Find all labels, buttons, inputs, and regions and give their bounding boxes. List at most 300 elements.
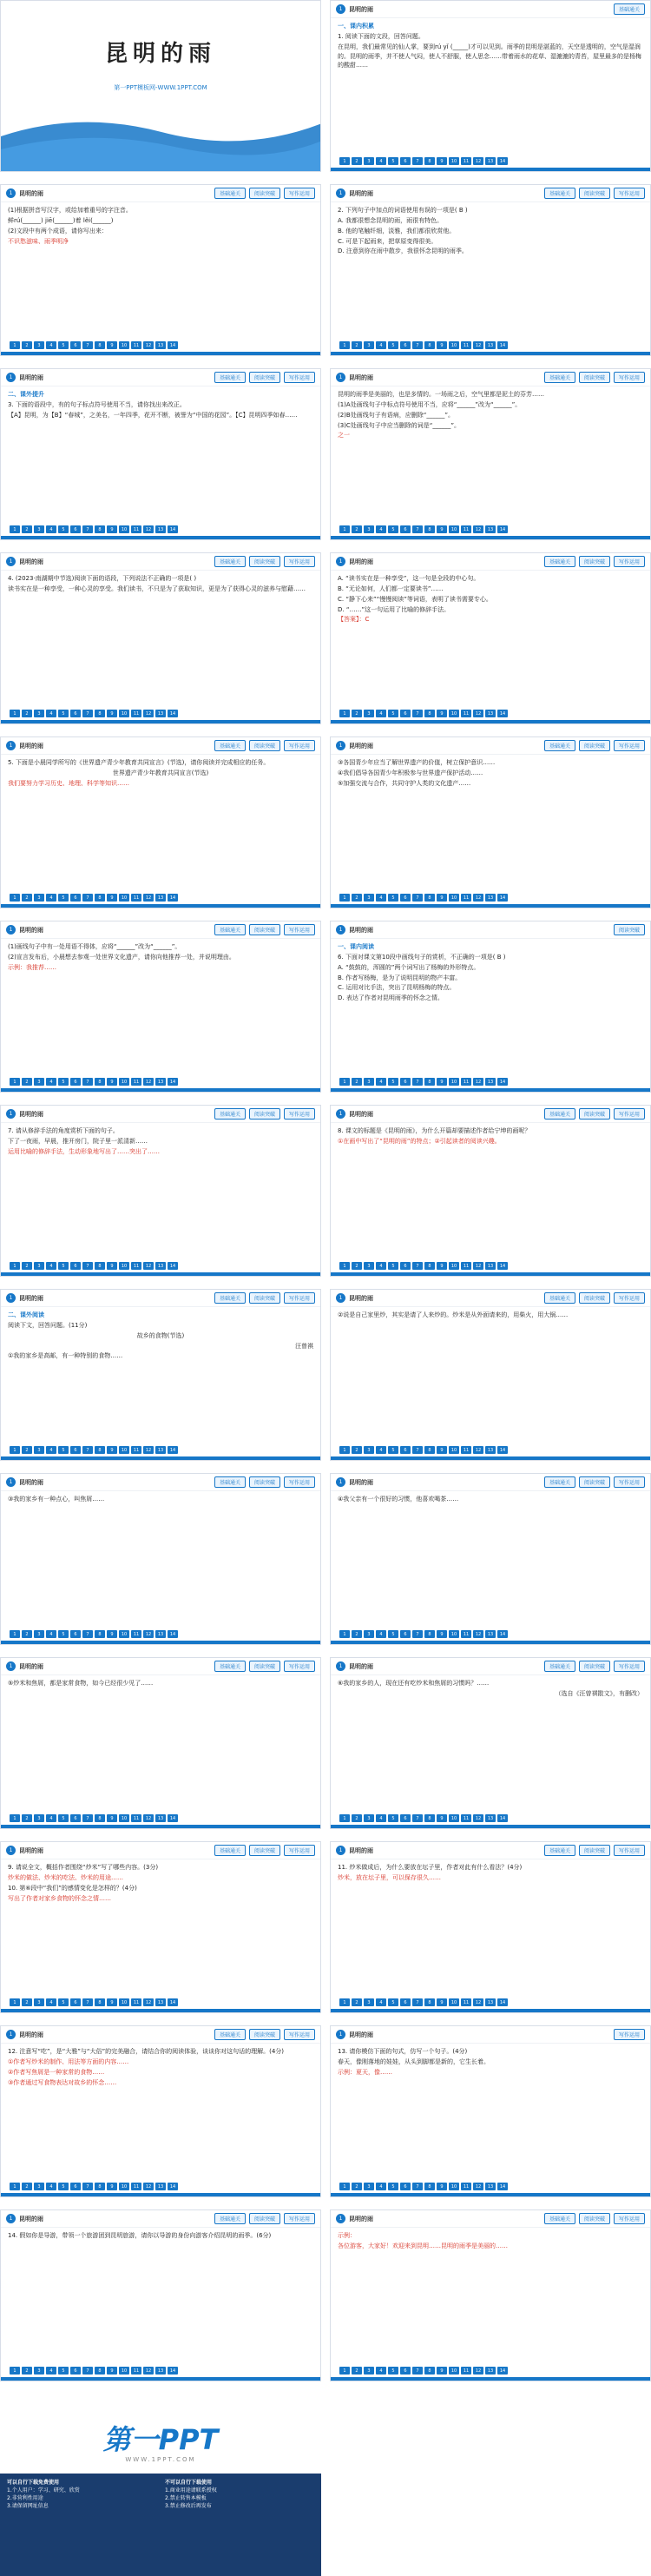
page-button[interactable]: 14 [497, 157, 508, 165]
page-button[interactable]: 6 [400, 2367, 411, 2375]
page-button[interactable]: 4 [46, 710, 56, 717]
tab-basic[interactable]: 基础通关 [214, 924, 246, 935]
page-button[interactable]: 11 [131, 710, 141, 717]
page-button[interactable]: 7 [412, 1262, 423, 1270]
page-button[interactable]: 3 [364, 710, 374, 717]
page-button[interactable]: 10 [449, 157, 459, 165]
page-button[interactable]: 2 [22, 1630, 32, 1638]
page-button[interactable]: 8 [95, 1630, 105, 1638]
page-button[interactable]: 12 [143, 1262, 154, 1270]
page-button[interactable]: 1 [10, 894, 20, 902]
page-button[interactable]: 14 [168, 2367, 178, 2375]
page-button[interactable]: 9 [107, 1630, 117, 1638]
page-button[interactable]: 11 [131, 525, 141, 533]
page-button[interactable]: 12 [143, 1998, 154, 2006]
page-button[interactable]: 6 [400, 1630, 411, 1638]
page-button[interactable]: 7 [412, 2183, 423, 2190]
page-button[interactable]: 13 [485, 894, 496, 902]
page-button[interactable]: 6 [70, 2183, 81, 2190]
page-button[interactable]: 10 [119, 1630, 129, 1638]
page-button[interactable]: 6 [70, 1998, 81, 2006]
page-button[interactable]: 5 [58, 341, 69, 349]
page-button[interactable]: 11 [461, 710, 471, 717]
page-button[interactable]: 1 [339, 1998, 350, 2006]
tab-writing[interactable]: 写作运用 [614, 2029, 645, 2040]
page-button[interactable]: 8 [95, 1998, 105, 2006]
page-button[interactable]: 3 [34, 1446, 44, 1454]
page-button[interactable]: 7 [412, 525, 423, 533]
tab-reading[interactable]: 阅读突破 [249, 188, 280, 199]
page-button[interactable]: 3 [34, 710, 44, 717]
page-button[interactable]: 12 [143, 1446, 154, 1454]
page-button[interactable]: 1 [339, 710, 350, 717]
page-button[interactable]: 14 [497, 525, 508, 533]
page-button[interactable]: 13 [155, 710, 166, 717]
page-button[interactable]: 4 [46, 2183, 56, 2190]
tab-basic[interactable]: 基础通关 [544, 2213, 575, 2224]
page-button[interactable]: 2 [352, 525, 362, 533]
page-button[interactable]: 13 [155, 1446, 166, 1454]
page-button[interactable]: 1 [339, 1078, 350, 1086]
page-button[interactable]: 5 [58, 2183, 69, 2190]
tab-basic[interactable]: 基础通关 [544, 1476, 575, 1488]
page-button[interactable]: 9 [437, 1998, 447, 2006]
page-button[interactable]: 11 [461, 1814, 471, 1822]
page-button[interactable]: 10 [449, 1998, 459, 2006]
page-button[interactable]: 6 [70, 1446, 81, 1454]
page-button[interactable]: 8 [95, 1262, 105, 1270]
tab-reading[interactable]: 阅读突破 [614, 924, 645, 935]
page-button[interactable]: 3 [34, 1262, 44, 1270]
page-button[interactable]: 13 [155, 1262, 166, 1270]
page-button[interactable]: 4 [376, 710, 386, 717]
page-button[interactable]: 10 [119, 2183, 129, 2190]
tab-reading[interactable]: 阅读突破 [249, 924, 280, 935]
tab-writing[interactable]: 写作运用 [284, 1292, 315, 1304]
page-button[interactable]: 9 [437, 1078, 447, 1086]
tab-reading[interactable]: 阅读突破 [249, 740, 280, 751]
page-button[interactable]: 14 [168, 341, 178, 349]
page-button[interactable]: 6 [400, 525, 411, 533]
page-button[interactable]: 2 [352, 1998, 362, 2006]
tab-reading[interactable]: 阅读突破 [249, 2029, 280, 2040]
page-button[interactable]: 3 [364, 2183, 374, 2190]
page-button[interactable]: 14 [497, 1262, 508, 1270]
page-button[interactable]: 12 [473, 710, 483, 717]
page-button[interactable]: 3 [364, 1814, 374, 1822]
page-button[interactable]: 11 [461, 1630, 471, 1638]
page-button[interactable]: 5 [58, 1262, 69, 1270]
page-button[interactable]: 4 [376, 1262, 386, 1270]
tab-basic[interactable]: 基础通关 [544, 1845, 575, 1856]
page-button[interactable]: 12 [143, 2183, 154, 2190]
page-button[interactable]: 8 [424, 1998, 435, 2006]
page-button[interactable]: 2 [22, 894, 32, 902]
page-button[interactable]: 8 [424, 341, 435, 349]
tab-reading[interactable]: 阅读突破 [249, 1108, 280, 1120]
page-button[interactable]: 2 [22, 1262, 32, 1270]
page-button[interactable]: 13 [485, 341, 496, 349]
page-button[interactable]: 10 [119, 1814, 129, 1822]
page-button[interactable]: 14 [168, 1262, 178, 1270]
page-button[interactable]: 9 [107, 710, 117, 717]
tab-basic[interactable]: 基础通关 [214, 1292, 246, 1304]
page-button[interactable]: 13 [485, 525, 496, 533]
page-button[interactable]: 6 [400, 894, 411, 902]
page-button[interactable]: 2 [22, 2367, 32, 2375]
page-button[interactable]: 12 [143, 525, 154, 533]
page-button[interactable]: 3 [34, 2367, 44, 2375]
page-button[interactable]: 10 [119, 1078, 129, 1086]
page-button[interactable]: 12 [143, 2367, 154, 2375]
page-button[interactable]: 13 [485, 1262, 496, 1270]
page-button[interactable]: 12 [473, 1262, 483, 1270]
page-button[interactable]: 4 [46, 341, 56, 349]
tab-writing[interactable]: 写作运用 [614, 556, 645, 567]
page-button[interactable]: 9 [107, 341, 117, 349]
page-button[interactable]: 14 [497, 2367, 508, 2375]
page-button[interactable]: 1 [10, 1262, 20, 1270]
page-button[interactable]: 5 [388, 1814, 398, 1822]
tab-basic[interactable]: 基础通关 [214, 1476, 246, 1488]
page-button[interactable]: 7 [82, 525, 93, 533]
page-button[interactable]: 6 [70, 1814, 81, 1822]
page-button[interactable]: 7 [82, 1630, 93, 1638]
page-button[interactable]: 6 [70, 2367, 81, 2375]
page-button[interactable]: 3 [364, 2367, 374, 2375]
page-button[interactable]: 3 [364, 1998, 374, 2006]
page-button[interactable]: 13 [485, 157, 496, 165]
tab-writing[interactable]: 写作运用 [284, 2213, 315, 2224]
page-button[interactable]: 14 [497, 1446, 508, 1454]
page-button[interactable]: 9 [107, 1078, 117, 1086]
tab-writing[interactable]: 写作运用 [614, 1108, 645, 1120]
tab-writing[interactable]: 写作运用 [284, 1476, 315, 1488]
page-button[interactable]: 13 [155, 1630, 166, 1638]
page-button[interactable]: 10 [449, 1446, 459, 1454]
page-button[interactable]: 14 [497, 894, 508, 902]
page-button[interactable]: 12 [143, 710, 154, 717]
page-button[interactable]: 11 [461, 894, 471, 902]
tab-basic[interactable]: 基础通关 [214, 1661, 246, 1672]
page-button[interactable]: 3 [34, 894, 44, 902]
page-button[interactable]: 6 [400, 1078, 411, 1086]
tab-reading[interactable]: 阅读突破 [249, 1845, 280, 1856]
page-button[interactable]: 10 [119, 1262, 129, 1270]
page-button[interactable]: 11 [461, 525, 471, 533]
page-button[interactable]: 4 [376, 1814, 386, 1822]
tab-writing[interactable]: 写作运用 [284, 372, 315, 383]
page-button[interactable]: 8 [424, 710, 435, 717]
page-button[interactable]: 2 [352, 1630, 362, 1638]
page-button[interactable]: 9 [107, 894, 117, 902]
page-button[interactable]: 5 [388, 2183, 398, 2190]
tab-basic[interactable]: 基础通关 [214, 1845, 246, 1856]
tab-basic[interactable]: 基础通关 [214, 372, 246, 383]
tab-basic[interactable]: 基础通关 [214, 2029, 246, 2040]
page-button[interactable]: 11 [131, 341, 141, 349]
page-button[interactable]: 7 [412, 1078, 423, 1086]
tab-writing[interactable]: 写作运用 [614, 372, 645, 383]
page-button[interactable]: 12 [473, 1078, 483, 1086]
tab-reading[interactable]: 阅读突破 [249, 556, 280, 567]
page-button[interactable]: 12 [143, 341, 154, 349]
page-button[interactable]: 2 [352, 157, 362, 165]
page-button[interactable]: 14 [497, 1998, 508, 2006]
page-button[interactable]: 11 [461, 1262, 471, 1270]
tab-basic[interactable]: 基础通关 [214, 188, 246, 199]
page-button[interactable]: 6 [400, 157, 411, 165]
page-button[interactable]: 9 [107, 2367, 117, 2375]
page-button[interactable]: 1 [339, 1630, 350, 1638]
page-button[interactable]: 7 [82, 2367, 93, 2375]
page-button[interactable]: 9 [107, 1998, 117, 2006]
page-button[interactable]: 2 [352, 2367, 362, 2375]
page-button[interactable]: 11 [131, 1078, 141, 1086]
page-button[interactable]: 2 [22, 1446, 32, 1454]
page-button[interactable]: 4 [46, 1814, 56, 1822]
page-button[interactable]: 2 [22, 525, 32, 533]
page-button[interactable]: 6 [70, 1630, 81, 1638]
page-button[interactable]: 3 [364, 1262, 374, 1270]
page-button[interactable]: 3 [364, 894, 374, 902]
page-button[interactable]: 2 [352, 341, 362, 349]
page-button[interactable]: 11 [131, 1998, 141, 2006]
page-button[interactable]: 5 [58, 525, 69, 533]
tab-basic[interactable]: 基础通关 [614, 3, 645, 15]
page-button[interactable]: 10 [119, 1446, 129, 1454]
page-button[interactable]: 13 [485, 1446, 496, 1454]
page-button[interactable]: 3 [34, 525, 44, 533]
page-button[interactable]: 9 [107, 1262, 117, 1270]
page-button[interactable]: 1 [10, 1446, 20, 1454]
page-button[interactable]: 12 [143, 894, 154, 902]
page-button[interactable]: 11 [461, 1446, 471, 1454]
tab-reading[interactable]: 阅读突破 [249, 1292, 280, 1304]
tab-reading[interactable]: 阅读突破 [249, 1661, 280, 1672]
tab-reading[interactable]: 阅读突破 [249, 372, 280, 383]
page-button[interactable]: 6 [400, 1262, 411, 1270]
tab-writing[interactable]: 写作运用 [284, 740, 315, 751]
page-button[interactable]: 11 [461, 2367, 471, 2375]
page-button[interactable]: 3 [364, 1630, 374, 1638]
tab-reading[interactable]: 阅读突破 [579, 556, 610, 567]
page-button[interactable]: 5 [388, 1446, 398, 1454]
page-button[interactable]: 1 [339, 157, 350, 165]
page-button[interactable]: 9 [437, 525, 447, 533]
page-button[interactable]: 5 [388, 1630, 398, 1638]
page-button[interactable]: 5 [388, 1262, 398, 1270]
page-button[interactable]: 6 [70, 1262, 81, 1270]
page-button[interactable]: 7 [412, 341, 423, 349]
tab-basic[interactable]: 基础通关 [544, 1108, 575, 1120]
page-button[interactable]: 9 [437, 1814, 447, 1822]
tab-reading[interactable]: 阅读突破 [579, 1476, 610, 1488]
page-button[interactable]: 8 [424, 1446, 435, 1454]
page-button[interactable]: 4 [46, 894, 56, 902]
page-button[interactable]: 9 [437, 710, 447, 717]
tab-reading[interactable]: 阅读突破 [579, 1108, 610, 1120]
tab-basic[interactable]: 基础通关 [214, 740, 246, 751]
page-button[interactable]: 4 [46, 525, 56, 533]
page-button[interactable]: 9 [437, 1630, 447, 1638]
page-button[interactable]: 13 [485, 1078, 496, 1086]
page-button[interactable]: 1 [10, 1998, 20, 2006]
tab-writing[interactable]: 写作运用 [614, 2213, 645, 2224]
page-button[interactable]: 14 [168, 1630, 178, 1638]
tab-reading[interactable]: 阅读突破 [249, 1476, 280, 1488]
page-button[interactable]: 11 [131, 894, 141, 902]
page-button[interactable]: 11 [131, 2367, 141, 2375]
page-button[interactable]: 5 [58, 1998, 69, 2006]
page-button[interactable]: 14 [497, 1078, 508, 1086]
page-button[interactable]: 13 [155, 1814, 166, 1822]
page-button[interactable]: 1 [10, 710, 20, 717]
page-button[interactable]: 3 [34, 1078, 44, 1086]
tab-basic[interactable]: 基础通关 [214, 1108, 246, 1120]
page-button[interactable]: 7 [412, 1446, 423, 1454]
page-button[interactable]: 8 [95, 2183, 105, 2190]
page-button[interactable]: 3 [34, 341, 44, 349]
page-button[interactable]: 4 [376, 1446, 386, 1454]
page-button[interactable]: 10 [119, 894, 129, 902]
page-button[interactable]: 8 [424, 1262, 435, 1270]
page-button[interactable]: 10 [119, 2367, 129, 2375]
page-button[interactable]: 10 [449, 1078, 459, 1086]
page-button[interactable]: 8 [424, 525, 435, 533]
page-button[interactable]: 14 [497, 710, 508, 717]
page-button[interactable]: 12 [143, 1078, 154, 1086]
page-button[interactable]: 4 [46, 1262, 56, 1270]
page-button[interactable]: 13 [485, 710, 496, 717]
tab-reading[interactable]: 阅读突破 [579, 372, 610, 383]
page-button[interactable]: 1 [339, 1814, 350, 1822]
brand-url[interactable]: WWW.1PPT.COM [125, 2456, 196, 2463]
page-button[interactable]: 10 [449, 710, 459, 717]
page-button[interactable]: 14 [168, 1078, 178, 1086]
page-button[interactable]: 7 [82, 1262, 93, 1270]
page-button[interactable]: 14 [168, 1814, 178, 1822]
tab-basic[interactable]: 基础通关 [544, 1661, 575, 1672]
page-button[interactable]: 5 [388, 2367, 398, 2375]
page-button[interactable]: 8 [95, 710, 105, 717]
page-button[interactable]: 14 [168, 525, 178, 533]
page-button[interactable]: 9 [437, 1262, 447, 1270]
page-button[interactable]: 12 [473, 1630, 483, 1638]
tab-writing[interactable]: 写作运用 [614, 1476, 645, 1488]
page-button[interactable]: 6 [400, 710, 411, 717]
page-button[interactable]: 8 [95, 1446, 105, 1454]
page-button[interactable]: 8 [95, 525, 105, 533]
page-button[interactable]: 2 [352, 2183, 362, 2190]
page-button[interactable]: 1 [339, 525, 350, 533]
page-button[interactable]: 7 [412, 2367, 423, 2375]
page-button[interactable]: 8 [424, 157, 435, 165]
page-button[interactable]: 8 [424, 2367, 435, 2375]
page-button[interactable]: 1 [339, 341, 350, 349]
tab-basic[interactable]: 基础通关 [544, 188, 575, 199]
page-button[interactable]: 5 [58, 894, 69, 902]
page-button[interactable]: 11 [461, 2183, 471, 2190]
page-button[interactable]: 7 [82, 894, 93, 902]
page-button[interactable]: 2 [22, 1078, 32, 1086]
tab-reading[interactable]: 阅读突破 [579, 1661, 610, 1672]
page-button[interactable]: 11 [461, 1078, 471, 1086]
page-button[interactable]: 13 [485, 2183, 496, 2190]
page-button[interactable]: 9 [437, 157, 447, 165]
page-button[interactable]: 3 [34, 2183, 44, 2190]
page-button[interactable]: 9 [107, 525, 117, 533]
page-button[interactable]: 4 [46, 1998, 56, 2006]
page-button[interactable]: 3 [34, 1814, 44, 1822]
page-button[interactable]: 13 [155, 525, 166, 533]
page-button[interactable]: 12 [473, 1814, 483, 1822]
page-button[interactable]: 7 [412, 157, 423, 165]
page-button[interactable]: 3 [364, 1446, 374, 1454]
page-button[interactable]: 1 [339, 2367, 350, 2375]
page-button[interactable]: 13 [485, 1814, 496, 1822]
page-button[interactable]: 11 [131, 1262, 141, 1270]
page-button[interactable]: 7 [412, 1814, 423, 1822]
page-button[interactable]: 11 [461, 1998, 471, 2006]
page-button[interactable]: 4 [376, 2367, 386, 2375]
page-button[interactable]: 5 [58, 710, 69, 717]
page-button[interactable]: 7 [412, 710, 423, 717]
page-button[interactable]: 11 [131, 1630, 141, 1638]
tab-reading[interactable]: 阅读突破 [579, 1845, 610, 1856]
tab-writing[interactable]: 写作运用 [614, 1292, 645, 1304]
page-button[interactable]: 3 [34, 1630, 44, 1638]
page-button[interactable]: 11 [461, 157, 471, 165]
page-button[interactable]: 10 [449, 525, 459, 533]
tab-basic[interactable]: 基础通关 [544, 1292, 575, 1304]
page-button[interactable]: 14 [497, 2183, 508, 2190]
page-button[interactable]: 7 [82, 710, 93, 717]
page-button[interactable]: 10 [449, 2183, 459, 2190]
page-button[interactable]: 6 [70, 525, 81, 533]
page-button[interactable]: 11 [131, 1446, 141, 1454]
page-button[interactable]: 10 [449, 1814, 459, 1822]
page-button[interactable]: 13 [485, 1630, 496, 1638]
page-button[interactable]: 10 [449, 2367, 459, 2375]
page-button[interactable]: 8 [424, 1630, 435, 1638]
tab-reading[interactable]: 阅读突破 [579, 188, 610, 199]
page-button[interactable]: 6 [400, 341, 411, 349]
page-button[interactable]: 4 [46, 1078, 56, 1086]
page-button[interactable]: 3 [364, 525, 374, 533]
tab-writing[interactable]: 写作运用 [284, 2029, 315, 2040]
page-button[interactable]: 8 [95, 2367, 105, 2375]
tab-basic[interactable]: 基础通关 [544, 740, 575, 751]
page-button[interactable]: 5 [388, 341, 398, 349]
page-button[interactable]: 10 [449, 1262, 459, 1270]
page-button[interactable]: 12 [143, 1630, 154, 1638]
page-button[interactable]: 13 [155, 1998, 166, 2006]
page-button[interactable]: 12 [473, 2183, 483, 2190]
page-button[interactable]: 4 [46, 1630, 56, 1638]
page-button[interactable]: 3 [34, 1998, 44, 2006]
page-button[interactable]: 1 [339, 1262, 350, 1270]
page-button[interactable]: 2 [22, 341, 32, 349]
page-button[interactable]: 10 [119, 341, 129, 349]
page-button[interactable]: 14 [497, 1814, 508, 1822]
page-button[interactable]: 7 [412, 894, 423, 902]
page-button[interactable]: 8 [424, 894, 435, 902]
page-button[interactable]: 14 [497, 1630, 508, 1638]
page-button[interactable]: 13 [485, 1998, 496, 2006]
tab-writing[interactable]: 写作运用 [284, 556, 315, 567]
page-button[interactable]: 9 [437, 2183, 447, 2190]
